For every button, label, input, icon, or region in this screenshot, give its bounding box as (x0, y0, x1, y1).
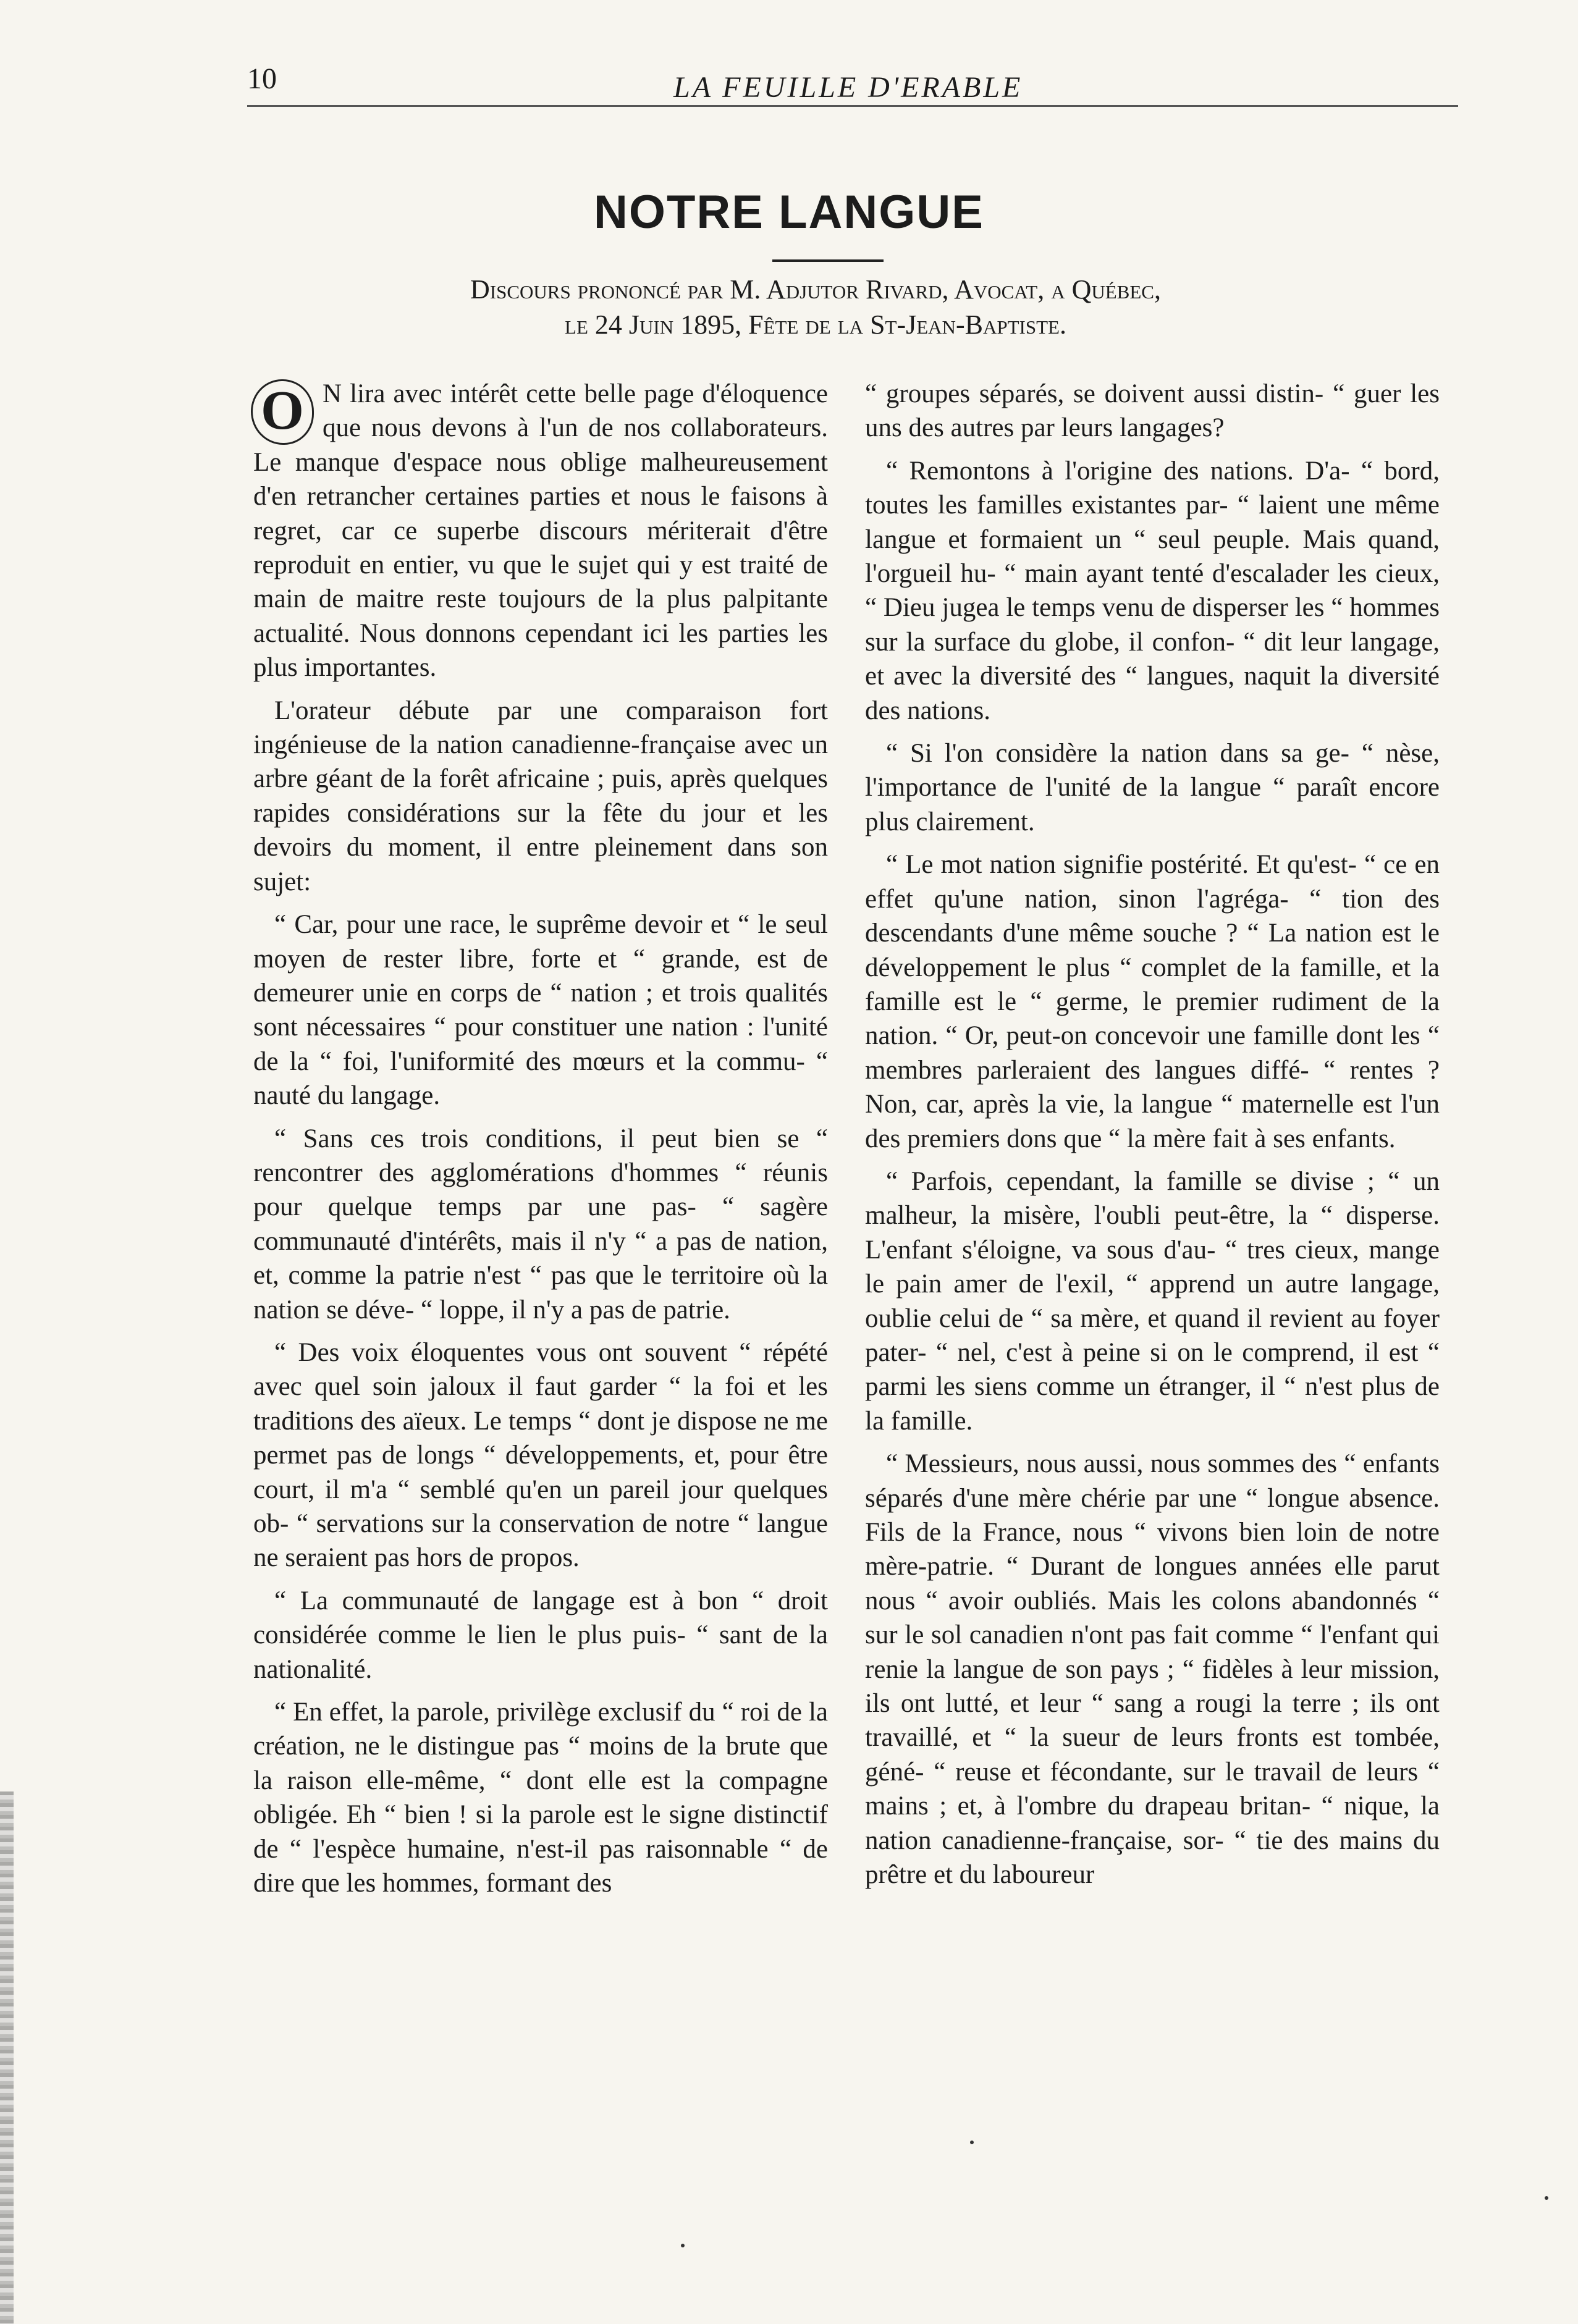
quote-paragraph: “ Car, pour une race, le suprême devoir et “ le seul moyen de rester libre, forte et “ grande, est de demeurer unie en corps de “ nation ; et trois qualités sont nécessaires “ pour constituer une nation : l'unité de la “ foi, l'uniformité des mœurs et la commu- “ nauté du langage. (253, 910, 828, 1111)
quote-paragraph: “ Remontons à l'origine des nations. D'a- “ bord, toutes les familles existantes par- “ laient une même langue et formaient un “ seul peuple. Mais quand, l'orgueil hu- “ main ayant tenté d'escalader les cieux, “ Dieu jugea le temps venu de disperser les “ hommes sur la surface du globe, il confon- “ dit leur langage, et avec la diversité des “ langues, naquit la diversité des nations. (865, 456, 1440, 725)
quote-paragraph: “ Si l'on considère la nation dans sa ge- “ nèse, l'importance de l'unité de la langue “ paraît encore plus clairement. (865, 739, 1440, 836)
running-head: LA FEUILLE D'ERABLE (673, 71, 1023, 104)
print-speck (681, 2244, 685, 2247)
right-column (865, 377, 1440, 1900)
quote-paragraph: “ Sans ces trois conditions, il peut bien se “ rencontrer des agglomérations d'hommes “ réunis pour quelque temps par une pas- “ sagère communauté d'intérêts, mais il n'y “ a pas de nation, et, comme la patrie n'est “ pas que le territoire où la nation se déve- “ loppe, il n'y a pas de patrie. (253, 1124, 828, 1324)
subtitle-line-1: Discours prononcé par M. Adjutor Rivard, Avocat, a Québec, (470, 274, 1161, 305)
drop-cap: O (251, 379, 314, 445)
intro-paragraph (253, 377, 828, 685)
title-rule (772, 259, 884, 262)
quote-paragraph: “ Le mot nation signifie postérité. Et qu'est- “ ce en effet qu'une nation, sinon l'agréga- “ tion des descendants d'une même souche ? “ La nation est le développement le plus “ complet de la famille, et la famille est le “ germe, le premier rudiment de la nation. “ Or, peut-on concevoir une famille dont les “ membres parleraient des langues diffé- “ rentes ? Non, car, après la vie, la langue “ maternelle est l'un des premiers dons que “ la mère fait à ses enfants. (865, 850, 1440, 1153)
quote-paragraph: “ Messieurs, nous aussi, nous sommes des “ enfants séparés d'une mère chérie par une “ longue absence. Fils de la France, nous “ vivons bien loin de notre mère-patrie. “ Durant de longues années elle parut nous “ avoir oubliés. Mais les colons abandonnés “ sur le sol canadien n'ont pas fait comme “ l'enfant qui renie la langue de son pays ; “ fidèles à leur mission, ils ont lutté, et leur “ sang a rougi la terre ; ils ont travaillé, et “ la sueur de leurs fronts est tombée, géné- “ reuse et fécondante, sur le travail de leurs “ mains ; et, à l'ombre du drapeau britan- “ nique, la nation canadienne-française, sor- “ tie des mains du prêtre et du laboureur (865, 1449, 1440, 1890)
quote-paragraph: “ groupes séparés, se doivent aussi distin- “ guer les uns des autres par leurs langages? (865, 379, 1440, 443)
header-rule (247, 105, 1458, 107)
print-speck (1545, 2196, 1548, 2200)
quote-paragraph: “ Parfois, cependant, la famille se divise ; “ un malheur, la misère, l'oubli peut-être, la “ disperse. L'enfant s'éloigne, va sous d'au- “ tres cieux, mange le pain amer de l'exil, “ apprend un autre langage, oublie celui de “ sa mère, et quand il revient au foyer pater- “ nel, c'est à peine si on le comprend, il est “ parmi les siens comme un étranger, il “ n'est plus de la famille. (865, 1166, 1440, 1436)
scan-edge-artifact (0, 1791, 14, 2324)
article-title: NOTRE LANGUE (594, 186, 984, 238)
page-number: 10 (247, 62, 277, 95)
print-speck (970, 2141, 974, 2144)
quote-paragraph: “ La communauté de langage est à bon “ droit considérée comme le lien le plus puis- “ sant de la nationalité. (253, 1586, 828, 1684)
quote-paragraph: “ En effet, la parole, privilège exclusif du “ roi de la création, ne le distingue pas “ moins de la brute que la raison elle-même, “ dont elle est la compagne obligée. Eh “ bien ! si la parole est le signe distinctif de “ l'espèce humaine, n'est-il pas raisonnable “ de dire que les hommes, formant des (253, 1698, 828, 1898)
intro-text: N lira avec intérêt cette belle page d'éloquence que nous devons à l'un de nos collaborateurs. Le manque d'espace nous oblige malheureusement d'en retrancher certaines parties et nous le faisons à regret, car ce superbe discours mériterait d'être reproduit en entier, vu que le sujet qui y est traité de main de maitre reste toujours de la plus palpitante actualité. Nous donnons cependant ici les parties les plus importantes. (253, 379, 828, 683)
subtitle-line-2: le 24 Juin 1895, Fête de la St-Jean-Baptiste. (565, 309, 1066, 340)
quote-paragraph: “ Des voix éloquentes vous ont souvent “ répété avec quel soin jaloux il faut garder “ la foi et les traditions des aïeux. Le temps “ dont je dispose ne me permet pas de longs “ développements, et, pour être court, il m'a “ semblé qu'en un pareil jour quelques ob- “ servations sur la conservation de notre “ langue ne seraient pas hors de propos. (253, 1337, 828, 1573)
left-column (253, 377, 828, 1909)
article-subtitle (346, 272, 1285, 342)
paragraph: L'orateur débute par une comparaison fort ingénieuse de la nation canadienne-française avec un arbre géant de la forêt africaine ; puis, après quelques rapides considérations sur la fête du jour et les devoirs du moment, il entre pleinement dans son sujet: (253, 696, 828, 896)
page-header (247, 62, 1458, 117)
